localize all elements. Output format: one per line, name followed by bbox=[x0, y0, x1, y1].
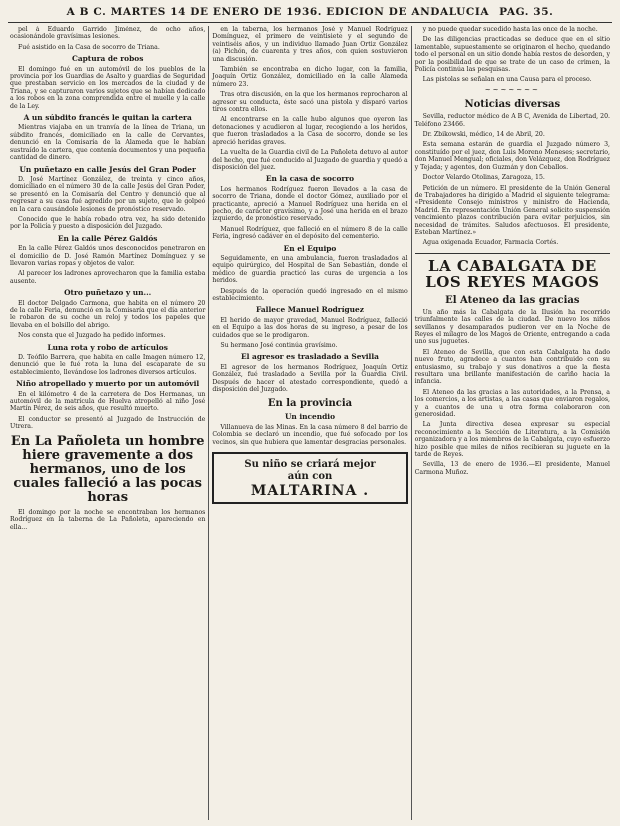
article-headline: En el Equipo bbox=[283, 243, 337, 253]
article-paragraph: Mientras viajaba en un tranvía de la línea de Triana, un súbdito francés, domiciliado en la calle de Cervantes, denunció en la Comisaría de la Alameda que le habían sustraído la cartera, que contenía documentos y una pequeña cantidad de dinero. bbox=[10, 124, 206, 162]
ad-line: aún con bbox=[287, 471, 333, 483]
columns bbox=[8, 26, 612, 820]
article-paragraph: El Ateneo de Sevilla, que con esta Cabalgata ha dado nuevo fruto, agradece a cuantos han contribuido con su entusiasmo, su trabajo y sus donativos a que la fiesta resultara una brillante manifestación de cariño hacia la infancia. bbox=[414, 348, 610, 386]
newspaper-page bbox=[8, 6, 612, 820]
advertisement-box bbox=[212, 452, 407, 504]
article-headline: Otro puñetazo y un... bbox=[64, 288, 152, 298]
article-headline: En la calle Pérez Galdós bbox=[57, 233, 158, 243]
column-rule bbox=[208, 26, 209, 820]
article-paragraph: Esta semana estarán de guardia el Juzgado número 3, constituído por el juez, don Luis Moreno Meneses; secretario, don Manuel Mengual; oficiales, don Velázquez, don Rodríguez y Tejada; y agentes, don Guzmán y don Ceballos. bbox=[414, 141, 610, 171]
article-paragraph: Al encontrarse en la calle hubo algunos que oyeron las detonaciones y acudieron al lugar, recogiendo a los heridos, que fueron trasladados a la Casa de socorro, donde se les apreció heridas graves. bbox=[212, 116, 408, 146]
article-paragraph: D. José Martínez González, de treinta y cinco años, domiciliado en el número 30 de la calle Jesús del Gran Poder, se presentó en la Comisaría del Centro y denunció que al regresar a su casa fué agredido por un sujeto, que le golpeó en la cara causándole lesiones de pronóstico reservado. bbox=[10, 175, 206, 213]
article-headline: En la casa de socorro bbox=[265, 174, 355, 184]
article-paragraph: En el kilómetro 4 de la carretera de Dos Hermanas, un automóvil de la matrícula de Huelva atropelló al niño José Martín Pérez, de seis años, que resultó muerto. bbox=[10, 390, 206, 413]
header-page-number: PAG. 35. bbox=[499, 6, 554, 18]
page-header bbox=[8, 6, 612, 23]
article-paragraph: El domingo fué en un automóvil de los pueblos de la provincia por los Guardias de Asalto y guardias de Seguridad que prestaban servicio en los mercados de la ciudad y de Triana, y se capturaron varios sujetos que se habían dedicado a los robos en la zona comprendida entre el muelle y la calle de la Ley. bbox=[10, 65, 206, 110]
article-paragraph: Doctor Velardo Otolinas, Zaragoza, 15. bbox=[422, 174, 545, 182]
column-rule bbox=[411, 26, 412, 820]
article-paragraph: En la calle Pérez Galdós unos desconocidos penetraron en el domicilio de D. José Ramón Martínez Domínguez y se llevaron varias ropas y objetos de valor. bbox=[10, 245, 206, 267]
ad-line: Su niño se criará mejor bbox=[244, 459, 376, 471]
article-paragraph: Seguidamente, en una ambulancia, fueron trasladados al equipo quirúrgico, del Hospital de San Sebastián, donde el médico de guardia practicó las curas de urgencia a los heridos. bbox=[212, 254, 408, 285]
article-paragraph: Sevilla, reductor médico de A B C, Avenida de Libertad, 20. Teléfono 23466. bbox=[414, 113, 610, 128]
article-paragraph: Al parecer los ladrones aprovecharon que la familia estaba ausente. bbox=[10, 270, 206, 285]
column-3 bbox=[413, 26, 612, 820]
article-headline: Niño atropellado y muerto por un automóvil bbox=[16, 379, 200, 389]
article-paragraph: Su hermano José continúa gravísimo. bbox=[220, 342, 338, 350]
article-paragraph: El conductor se presentó al Juzgado de Instrucción de Utrera. bbox=[10, 415, 206, 431]
article-paragraph: en la taberna, los hermanos José y Manuel Rodríguez Domínguez, el primero de veintisiete y el segundo de veintiséis años, y un individuo llamado Juan Ortiz González (a) Pichón, de cuarenta y tres años, con quien sostuvieron una discusión. bbox=[212, 26, 408, 63]
section-headline: El Ateneo da las gracias bbox=[445, 294, 580, 306]
article-paragraph: D. Teófilo Barrera, que habita en calle Imagen número 12, denunció que le fué rota la luna del escaparate de su establecimiento, llevándose los ladrones diversos artículos. bbox=[10, 354, 206, 376]
article-headline: El agresor es trasladado a Sevilla bbox=[241, 352, 379, 362]
column-2 bbox=[210, 26, 409, 820]
article-paragraph: Villanueva de las Minas. En la casa número 8 del barrio de Colombia se declaró un incendio, que fué sofocado por los vecinos, sin que hubiera que lamentar desgracias personales. bbox=[212, 423, 408, 446]
article-paragraph: El doctor Delgado Carmona, que habita en el número 20 de la calle Feria, denunció en la Comisaría que el día anterior le robaron de su coche un reloj y todos los papeles que llevaba en el bolsillo del abrigo. bbox=[10, 299, 206, 329]
article-headline: Fallece Manuel Rodríguez bbox=[256, 305, 364, 315]
article-paragraph: y no puede quedar sucedido hasta las once de la noche. bbox=[422, 26, 598, 33]
article-paragraph: De las diligencias practicadas se deduce que en el sitio lamentable, supuestamente se originaron el hecho, quedando todo el personal en un sitio donde había restos de desorden, y por la posibilidad de que se trate de un caso de crimen, la Policía continúa las pesquisas. bbox=[414, 36, 610, 74]
article-headline: Un incendio bbox=[284, 412, 336, 422]
article-paragraph: Los hermanos Rodríguez fueron llevados a la casa de socorro de Triana, donde el doctor Gómez, auxiliado por el practicante, apreció a Manuel Rodríguez una herida en el pecho, de carácter gravísimo, y a José una herida en el brazo izquierdo, de pronóstico reservado. bbox=[212, 185, 408, 223]
lead-headline: En La Pañoleta un hombre hiere gravemente a dos hermanos, uno de los cuales falleció a las pocas horas bbox=[10, 433, 205, 505]
feature-headline: LA CABALGATA DE LOS REYES MAGOS bbox=[415, 253, 610, 290]
article-headline: Un puñetazo en calle Jesús del Gran Poder bbox=[19, 164, 196, 174]
header-dateline: A B C. MARTES 14 DE ENERO DE 1936. EDICION DE ANDALUCIA bbox=[66, 6, 490, 18]
article-paragraph: Manuel Rodríguez, que falleció en el número 8 de la calle Feria, ingresó cadáver en el depósito del cementerio. bbox=[212, 225, 408, 241]
article-paragraph: Nos consta que el Juzgado ha pedido informes. bbox=[18, 332, 166, 340]
article-paragraph: El domingo por la noche se encontraban los hermanos Rodríguez en la taberna de La Pañoleta, apareciendo en ella... bbox=[10, 508, 206, 531]
article-headline: A un súbdito francés le quitan la cartera bbox=[23, 113, 192, 123]
article-paragraph: El agresor de los hermanos Rodríguez, Joaquín Ortiz González, fué trasladado a Sevilla por la Guardia Civil. Después de hacer el atestado correspondiente, quedó a disposición del Juzgado. bbox=[212, 363, 408, 394]
article-headline: Captura de robos bbox=[71, 54, 144, 64]
article-paragraph: La vuelta de la Guardia civil de La Pañoleta detuvo al autor del hecho, que fué conducido al Juzgado de guardia y quedó a disposición del juez. bbox=[212, 149, 408, 171]
section-headline: En la provincia bbox=[267, 398, 353, 410]
article-paragraph: También se encontraba en dicho lugar, con la familia, Joaquín Ortiz González, domiciliado en la calle Alameda número 23. bbox=[212, 66, 408, 88]
article-paragraph: Después de la operación quedó ingresado en el mismo establecimiento. bbox=[212, 287, 408, 302]
article-paragraph: Petición de un número. El presidente de la Unión General de Trabajadores ha dirigido a Madrid el siguiente telegrama: «Presidente Consejo ministros y ministro de Hacienda, Madrid. En representación Unión General solicito suspensión vencimiento plazos contribución para evitar perjuicios, sin necesidad de trámites. Saludos afectuosos. El presidente, Esteban Martínez.» bbox=[414, 184, 610, 236]
article-paragraph: Agua oxigenada Ecuador, Farmacia Cortés. bbox=[422, 239, 559, 247]
section-headline: Noticias diversas bbox=[464, 99, 561, 111]
article-paragraph: Dr. Zbikowski, médico, 14 de Abril, 20. bbox=[422, 131, 545, 139]
article-paragraph: El Ateneo da las gracias a las autoridades, a la Prensa, a los comercios, a los artistas, a las casas que enviaron regalos, y a cuantos de una u otra forma colaboraron con generosidad. bbox=[414, 388, 610, 419]
article-paragraph: Tras otra discusión, en la que los hermanos reprocharon al agresor su conducta, éste sacó una pistola y disparó varios tiros contra ellos. bbox=[212, 91, 408, 114]
article-paragraph: La Junta directiva desea expresar su especial reconocimiento a la Sección de Literatura, a la Comisión organizadora y a los miembros de la Cabalgata, cuyo esfuerzo hizo posible que miles de niños recibieran su juguete en la tarde de Reyes. bbox=[414, 421, 610, 459]
article-paragraph: Un año más la Cabalgata de la Ilusión ha recorrido triunfalmente las calles de la ciudad. De nuevo los niños sevillanos y desamparados pudieron ver en la Noche de Reyes el milagro de los Magos de Oriente, entregando a cada uno sus juguetes. bbox=[414, 308, 610, 346]
article-paragraph: Fué asistido en la Casa de socorro de Triana. bbox=[18, 43, 160, 51]
article-paragraph: pel á Eduardo Garrido Jiménez, de ocho años, ocasionándole gravísimas lesiones. bbox=[10, 26, 206, 41]
article-paragraph: Las pistolas se señalan en una Causa para el proceso. bbox=[422, 76, 592, 84]
article-paragraph: Conocido que le había robado otra vez, ha sido detenido por la Policía y puesto a disposición del Juzgado. bbox=[10, 215, 206, 231]
article-headline: Luna rota y robo de artículos bbox=[47, 342, 168, 352]
ad-brand: MALTARINA . bbox=[250, 483, 370, 500]
article-paragraph: El herido de mayor gravedad, Manuel Rodríguez, falleció en el Equipo a las dos horas de su ingreso, a pesar de los cuidados que se le prodigaron. bbox=[212, 316, 408, 339]
ornament-divider: ~~~~~~~ bbox=[484, 85, 540, 94]
article-paragraph: Sevilla, 13 de enero de 1936.—El presidente, Manuel Carmona Muñoz. bbox=[414, 461, 610, 476]
column-1 bbox=[8, 26, 207, 820]
